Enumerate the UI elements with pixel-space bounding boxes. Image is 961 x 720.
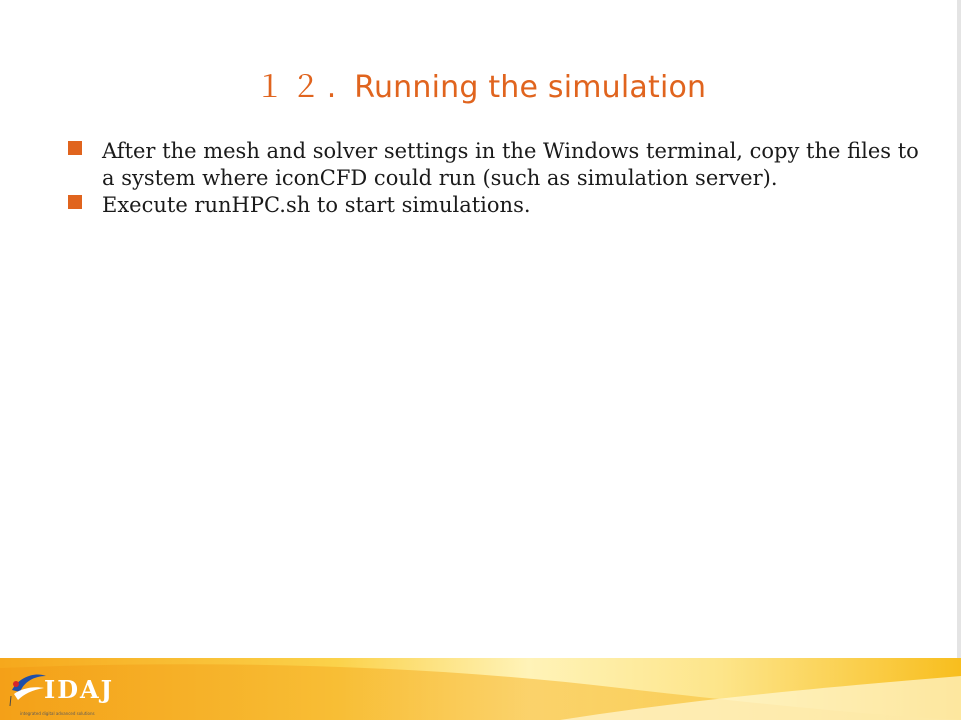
square-bullet-icon bbox=[68, 195, 82, 209]
slide-edge bbox=[957, 0, 961, 720]
bullet-text: After the mesh and solver settings in the Windows terminal, copy the files to a system where iconCFD could run (such as simulation server). bbox=[102, 139, 919, 190]
slide-title bbox=[0, 62, 961, 106]
footer-band bbox=[0, 658, 961, 720]
bullet-list bbox=[66, 138, 926, 219]
bullet-item bbox=[66, 138, 926, 192]
logo-text: IDAJ bbox=[44, 675, 115, 704]
slide-number: １２. bbox=[254, 70, 343, 105]
logo-tagline: integrated digital advanced solutions bbox=[20, 711, 95, 716]
square-bullet-icon bbox=[68, 141, 82, 155]
slide-title-text: Running the simulation bbox=[354, 70, 707, 105]
bullet-item bbox=[66, 192, 926, 219]
bullet-text: Execute runHPC.sh to start simulations. bbox=[102, 193, 531, 217]
